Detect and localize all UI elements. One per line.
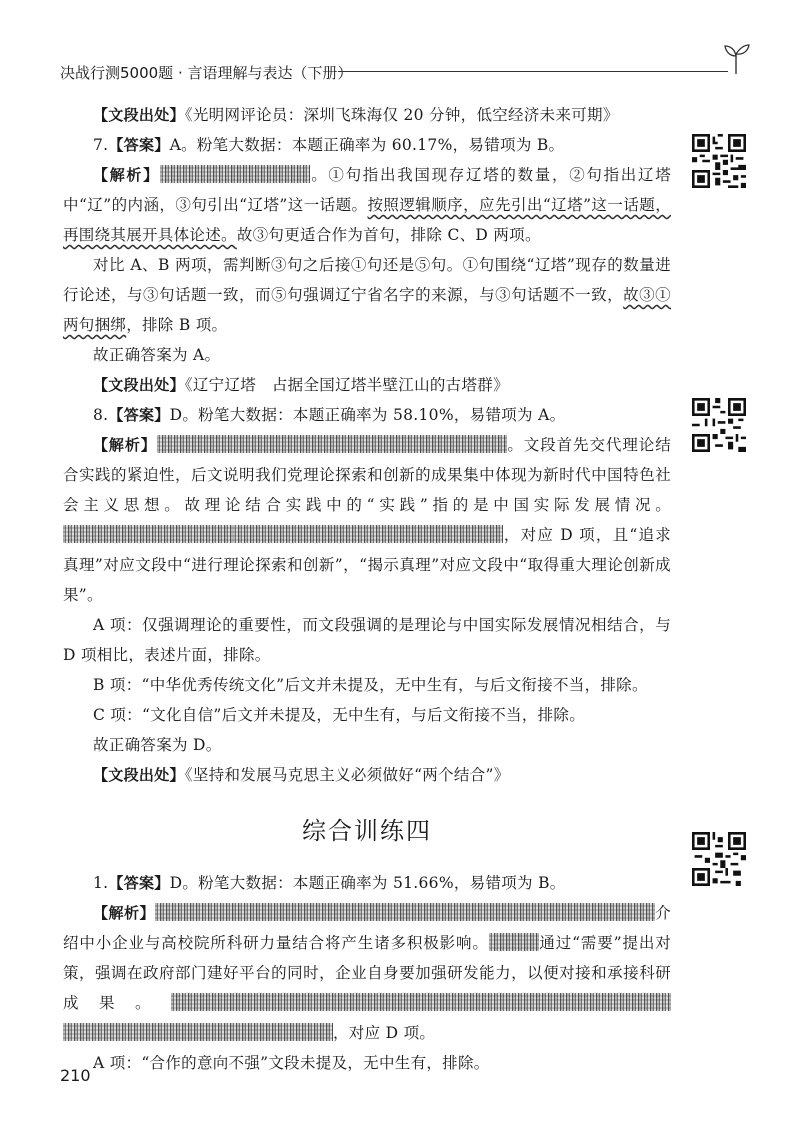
q8-source: 【文段出处】《坚持和发展马克思主义必须做好“两个结合”》 xyxy=(93,766,510,784)
qr-code-icon[interactable] xyxy=(692,832,746,886)
qr-code-icon[interactable] xyxy=(692,398,746,452)
q8-conclusion: 故正确答案为 D。 xyxy=(93,736,222,754)
blurred-text xyxy=(171,993,671,1011)
q8-answer-line: 8.【答案】D。粉笔大数据：本题正确率为 58.10%，易错项为 A。 xyxy=(93,406,566,424)
q8-option-b: B 项：“中华优秀传统文化”后文并未提及，无中生有，与后文衔接不当，排除。 xyxy=(93,676,648,694)
q8-analysis: 【解析】 。文段首先交代理论结合实践的紧迫性，后文说明我们党理论探索和创新的成果集中体现为新时代中国特色社会主义思想。故理论结合实践中的“实践”指的是中国实际发展情况。，对应 D 项，且“追求真理”对应文段中“进行理论探索和创新”，“揭示真理”对应文段中“取得重大理论创新成果”。 xyxy=(63,436,671,604)
header-rule xyxy=(338,71,728,72)
blurred-text xyxy=(160,165,310,183)
blurred-text xyxy=(63,1023,333,1041)
q1-answer-line: 1.【答案】D。粉笔大数据：本题正确率为 51.66%，易错项为 B。 xyxy=(93,874,566,892)
q7-analysis: 【解析】 。①句指出我国现存辽塔的数量，②句指出辽塔中“辽”的内涵，③句引出“辽塔”这一话题。按照逻辑顺序，应先引出“辽塔”这一话题，再围绕其展开具体论述。故③句更适合作为首句，排除 C、D 两项。 xyxy=(63,166,672,244)
sprout-icon xyxy=(722,40,750,76)
blurred-text xyxy=(157,435,507,453)
q8-option-c: C 项：“文化自信”后文并未提及，无中生有，与后文衔接不当，排除。 xyxy=(93,706,586,724)
page-header xyxy=(60,58,750,88)
qr-code-icon[interactable] xyxy=(692,134,746,188)
q7-source: 【文段出处】《辽宁辽塔 占据全国辽塔半壁江山的古塔群》 xyxy=(93,376,509,394)
blurred-text xyxy=(489,933,539,951)
page-content xyxy=(63,100,671,1078)
q7-analysis-compare: 对比 A、B 两项，需判断③句之后接①句还是⑤句。①句围绕“辽塔”现存的数量进行论述，与③句话题一致，而⑤句强调辽宁省名字的来源，与③句话题不一致，故③①两句捆绑，排除 B 项。 xyxy=(63,256,671,334)
q1-analysis: 【解析】 介绍中小企业与高校院所科研力量结合将产生诸多积极影响。 通过“需要”提出对策，强调在政府部门建好平台的同时，企业自身要加强研发能力，以便对接和承接科研成果。，对应 D 项。 xyxy=(63,904,671,1042)
page-number: 210 xyxy=(60,1066,91,1085)
q7-conclusion: 故正确答案为 A。 xyxy=(93,346,221,364)
q1-option-a: A 项：“合作的意向不强”文段未提及，无中生有，排除。 xyxy=(93,1054,490,1072)
header-title: 决战行测5000题 · 言语理解与表达（下册） xyxy=(60,64,353,82)
q7-answer-line: 7.【答案】A。粉笔大数据：本题正确率为 60.17%，易错项为 B。 xyxy=(93,136,565,154)
blurred-text xyxy=(233,525,503,543)
q8-option-a: A 项：仅强调理论的重要性，而文段强调的是理论与中国实际发展情况相结合，与 D 项相比，表述片面，排除。 xyxy=(63,616,671,664)
blurred-text xyxy=(155,903,655,921)
blurred-text xyxy=(63,525,233,543)
source-line: 【文段出处】《光明网评论员：深圳飞珠海仅 20 分钟，低空经济未来可期》 xyxy=(93,106,619,124)
section-title: 综合训练四 xyxy=(302,817,432,845)
